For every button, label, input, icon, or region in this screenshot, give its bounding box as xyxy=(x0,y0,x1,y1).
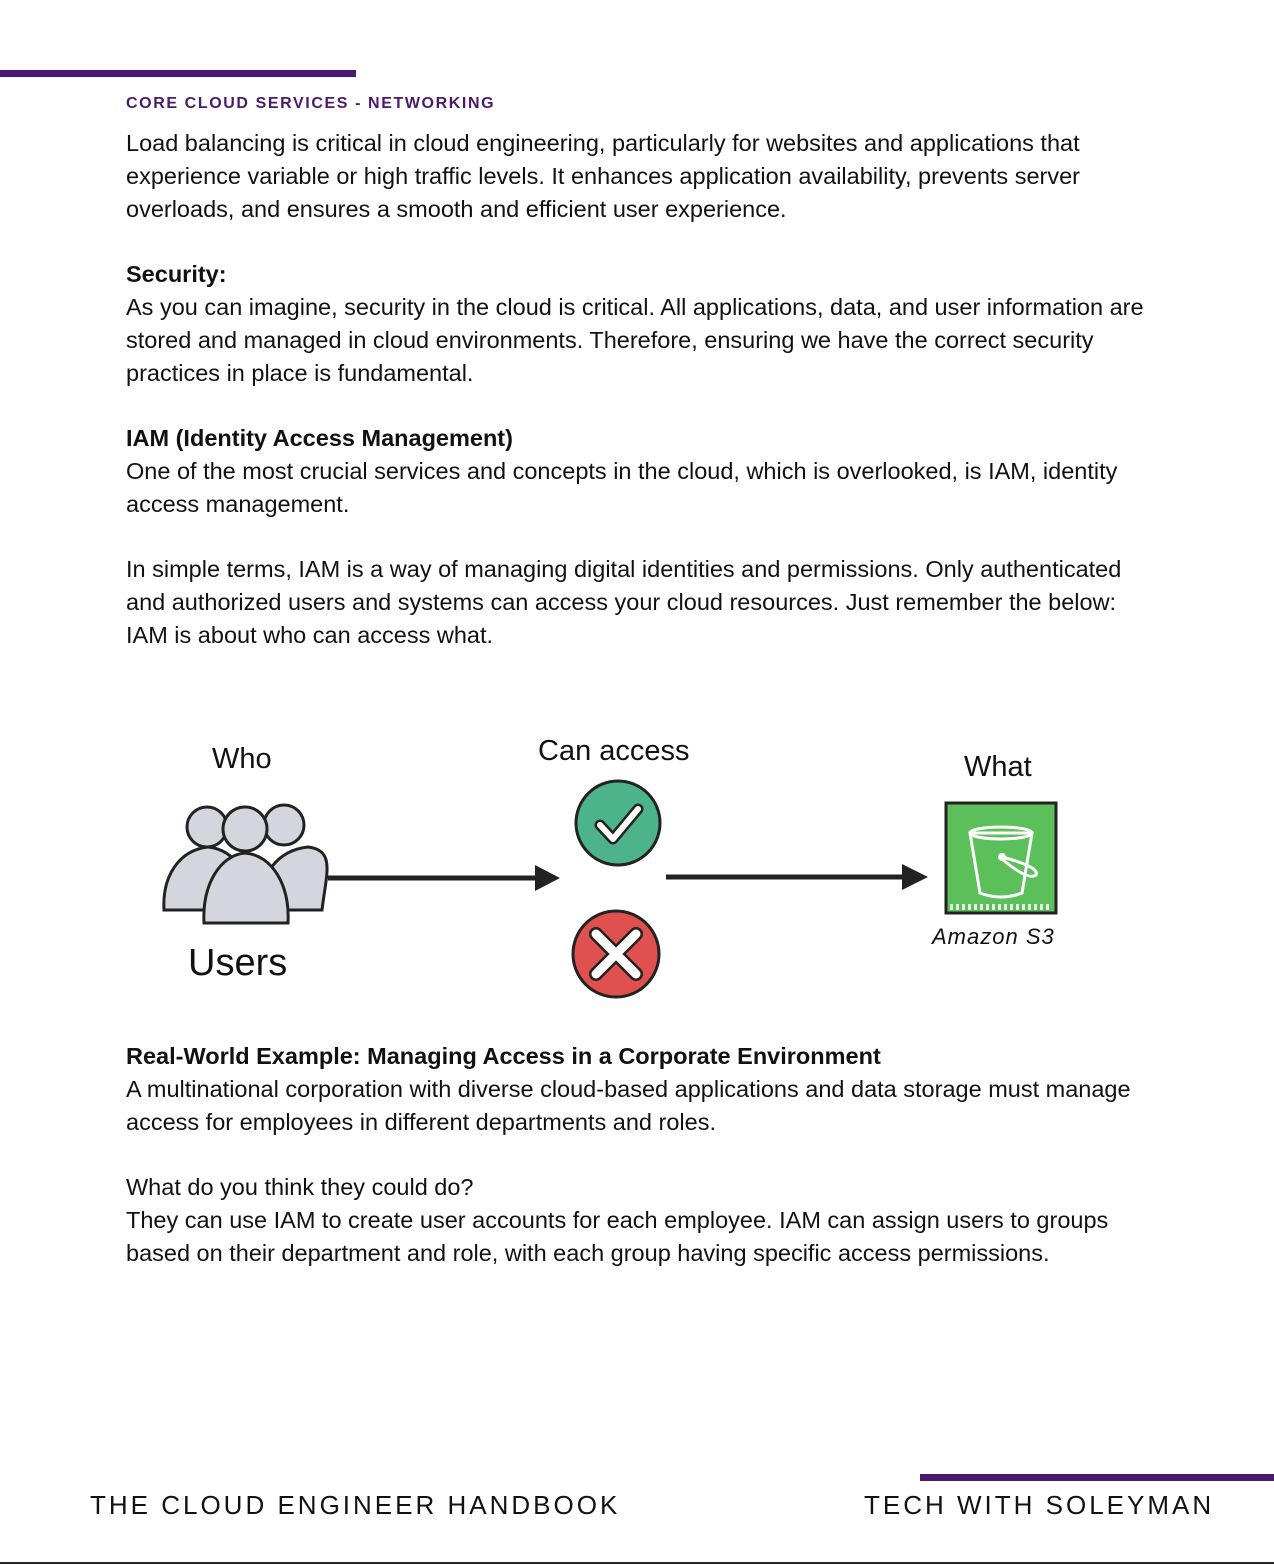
iam-diagram-svg xyxy=(150,725,1090,1015)
page-bottom-line xyxy=(0,1562,1274,1564)
example-content xyxy=(126,1040,1156,1270)
example-paragraph: A multinational corporation with diverse cloud-based applications and data storage must manage access for employees in different departments and roles. xyxy=(126,1076,1131,1135)
amazon-s3-icon xyxy=(946,803,1056,913)
arrow-access-to-what xyxy=(666,864,928,890)
security-paragraph: As you can imagine, security in the cloud is critical. All applications, data, and user information are stored and managed in cloud environments. Therefore, ensuring we have the correct security practices in place is fundamental. xyxy=(126,294,1144,386)
load-balancing-paragraph: Load balancing is critical in cloud engineering, particularly for websites and applications that experience variable or high traffic levels. It enhances application availability, prevents server overloads, and ensures a smooth and efficient user experience. xyxy=(126,130,1080,222)
can-access-label: Can access xyxy=(538,735,690,767)
example-question: What do you think they could do? xyxy=(126,1174,474,1200)
main-content xyxy=(126,127,1156,652)
who-label: Who xyxy=(212,743,272,775)
footer-book-title: THE CLOUD ENGINEER HANDBOOK xyxy=(90,1490,621,1520)
what-label: What xyxy=(964,751,1032,783)
top-accent-rule xyxy=(0,70,356,77)
footer-accent-rule xyxy=(920,1474,1274,1481)
users-icon xyxy=(164,805,327,923)
section-label: CORE CLOUD SERVICES - NETWORKING xyxy=(126,95,496,112)
check-icon xyxy=(576,781,660,865)
iam-paragraph-1: One of the most crucial services and concepts in the cloud, which is overlooked, is IAM, identity access management. xyxy=(126,458,1118,517)
example-answer: They can use IAM to create user accounts for each employee. IAM can assign users to groups based on their department and role, with each group having specific access permissions. xyxy=(126,1207,1109,1266)
iam-heading: IAM (Identity Access Management) xyxy=(126,425,513,451)
iam-diagram xyxy=(150,725,1090,1015)
amazon-s3-label: Amazon S3 xyxy=(932,924,1055,949)
arrow-users-to-access xyxy=(328,865,560,891)
example-heading: Real-World Example: Managing Access in a Corporate Environment xyxy=(126,1043,881,1069)
iam-paragraph-2: In simple terms, IAM is a way of managing digital identities and permissions. Only authenticated and authorized users and systems can access your cloud resources. Just remember the below: IAM is about who can access what. xyxy=(126,556,1122,648)
cross-icon xyxy=(573,911,659,997)
security-heading: Security: xyxy=(126,261,227,287)
users-label: Users xyxy=(188,942,288,984)
footer-author: TECH WITH SOLEYMAN xyxy=(864,1490,1215,1520)
